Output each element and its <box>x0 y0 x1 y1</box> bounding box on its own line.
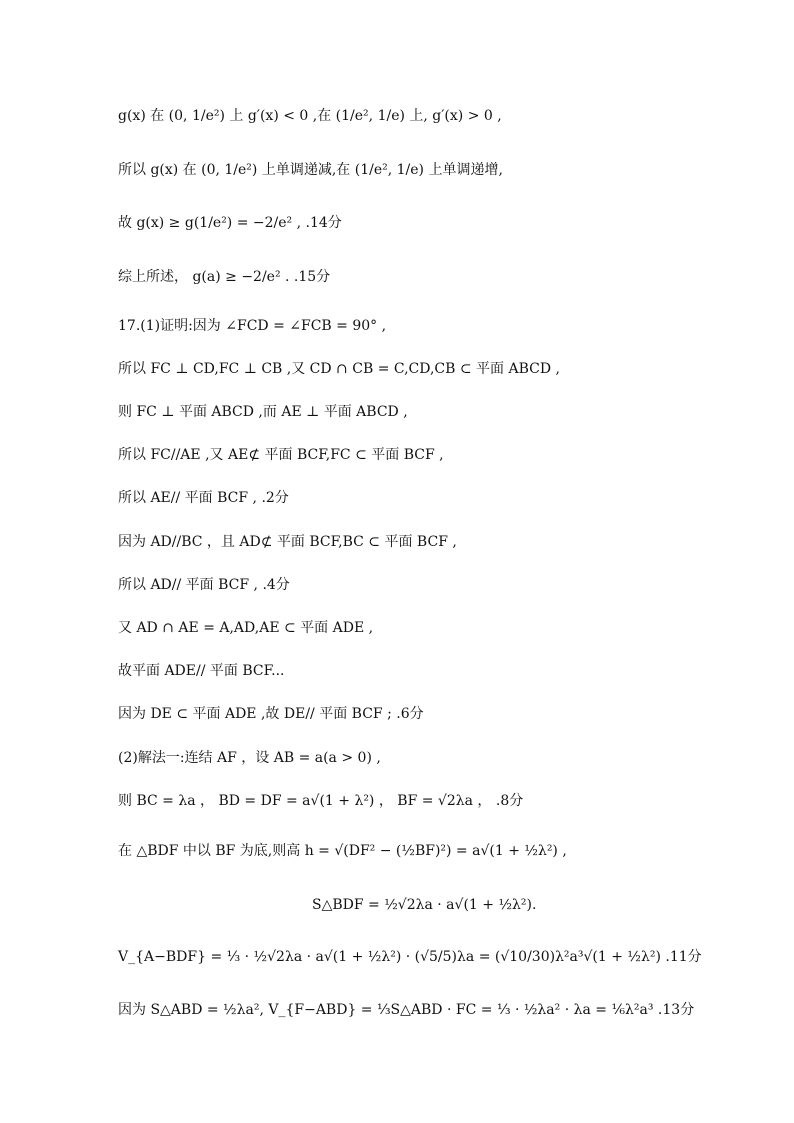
text-line: (2)解法一:连结 AF ，设 AB = a(a > 0) , <box>118 750 381 766</box>
text-line: 在 △BDF 中以 BF 为底,则高 h = √(DF² − (½BF)²) = a√(1 + ½λ²) , <box>118 843 567 859</box>
text-line: 因为 DE ⊂ 平面 ADE ,故 DE// 平面 BCF ; .6分 <box>118 706 424 722</box>
text-line: 则 FC ⊥ 平面 ABCD ,而 AE ⊥ 平面 ABCD , <box>118 404 408 420</box>
text-line: 又 AD ∩ AE = A,AD,AE ⊂ 平面 ADE , <box>118 620 374 636</box>
text-line: 17.(1)证明:因为 ∠FCD = ∠FCB = 90° , <box>118 318 387 334</box>
text-line: 所以 g(x) 在 (0, 1/e²) 上单调递减,在 (1/e², 1/e) 上单调递增, <box>118 162 503 178</box>
text-line: 所以 AE// 平面 BCF , .2分 <box>118 490 289 506</box>
text-line: 因为 AD//BC ，且 AD⊄ 平面 BCF,BC ⊂ 平面 BCF , <box>118 534 457 550</box>
text-line: S△BDF = ½√2λa · a√(1 + ½λ²). <box>312 897 537 913</box>
text-line: 所以 AD// 平面 BCF , .4分 <box>118 577 290 593</box>
text-line: 故 g(x) ≥ g(1/e²) = −2/e² , .14分 <box>118 215 342 231</box>
text-line: g(x) 在 (0, 1/e²) 上 g′(x) < 0 ,在 (1/e², 1/e) 上, g′(x) > 0 , <box>118 108 502 124</box>
text-line: 故平面 ADE// 平面 BCF... <box>118 663 285 679</box>
text-line: 所以 FC//AE ,又 AE⊄ 平面 BCF,FC ⊂ 平面 BCF , <box>118 447 444 463</box>
text-line: 则 BC = λa ， BD = DF = a√(1 + λ²) ， BF = √2λa ， .8分 <box>118 793 524 809</box>
text-line: 所以 FC ⊥ CD,FC ⊥ CB ,又 CD ∩ CB = C,CD,CB ⊂ 平面 ABCD , <box>118 361 560 377</box>
text-line: 因为 S△ABD = ½λa², V_{F−ABD} = ⅓S△ABD · FC = ⅓ · ½λa² · λa = ⅙λ²a³ .13分 <box>118 1002 695 1018</box>
text-line: 综上所述， g(a) ≥ −2/e² . .15分 <box>118 269 331 285</box>
text-line: V_{A−BDF} = ⅓ · ½√2λa · a√(1 + ½λ²) · (√5/5)λa = (√10/30)λ²a³√(1 + ½λ²) .11分 <box>118 949 702 965</box>
